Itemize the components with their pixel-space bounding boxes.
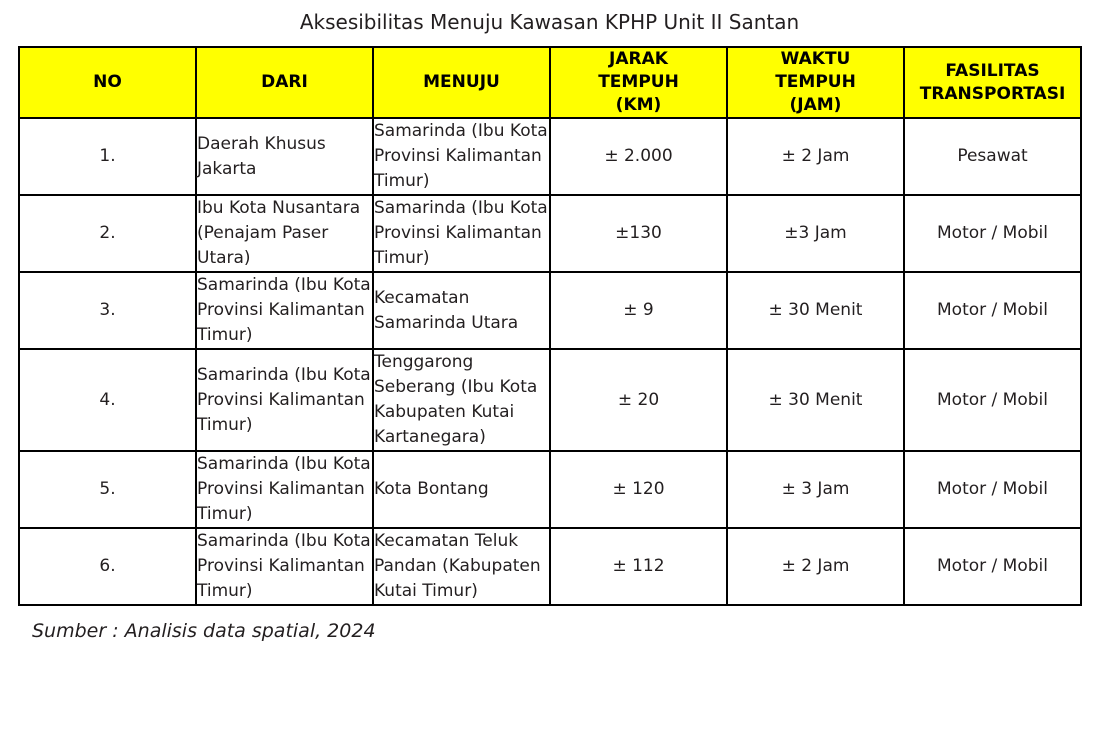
cell-jarak: ± 20 <box>550 349 727 451</box>
column-header-dari: DARI <box>196 47 373 118</box>
column-header-waktu-tempuh <box>727 47 904 118</box>
cell-no: 6. <box>19 528 196 605</box>
column-header-no: NO <box>19 47 196 118</box>
table-row <box>19 118 1081 195</box>
cell-dari: Daerah Khusus Jakarta <box>196 118 373 195</box>
table-body <box>19 118 1081 605</box>
column-header-waktu-line3: (JAM) <box>789 95 842 115</box>
table-row <box>19 349 1081 451</box>
cell-waktu: ± 3 Jam <box>727 451 904 528</box>
cell-fasilitas: Motor / Mobil <box>904 195 1081 272</box>
cell-jarak: ± 9 <box>550 272 727 349</box>
cell-dari: Samarinda (Ibu Kota Provinsi Kalimantan Timur) <box>196 451 373 528</box>
column-header-fasilitas-line2: TRANSPORTASI <box>919 83 1066 104</box>
cell-waktu: ± 2 Jam <box>727 118 904 195</box>
cell-waktu: ± 30 Menit <box>727 349 904 451</box>
cell-no: 4. <box>19 349 196 451</box>
cell-fasilitas: Motor / Mobil <box>904 349 1081 451</box>
table-row <box>19 451 1081 528</box>
cell-fasilitas: Pesawat <box>904 118 1081 195</box>
cell-menuju: Kecamatan Teluk Pandan (Kabupaten Kutai Timur) <box>373 528 550 605</box>
cell-jarak: ±130 <box>550 195 727 272</box>
cell-jarak: ± 2.000 <box>550 118 727 195</box>
cell-waktu: ± 2 Jam <box>727 528 904 605</box>
cell-dari: Samarinda (Ibu Kota Provinsi Kalimantan Timur) <box>196 272 373 349</box>
cell-dari: Samarinda (Ibu Kota Provinsi Kalimantan Timur) <box>196 528 373 605</box>
table-header-row <box>19 47 1081 118</box>
column-header-jarak-tempuh <box>550 47 727 118</box>
source-note: Sumber : Analisis data spatial, 2024 <box>32 620 376 642</box>
column-header-jarak-line2: TEMPUH <box>598 72 679 92</box>
column-header-fasilitas-transportasi <box>904 47 1081 118</box>
cell-menuju: Samarinda (Ibu Kota Provinsi Kalimantan Timur) <box>373 118 550 195</box>
cell-jarak: ± 120 <box>550 451 727 528</box>
cell-waktu: ±3 Jam <box>727 195 904 272</box>
accessibility-table <box>18 46 1082 606</box>
column-header-fasilitas-line1: FASILITAS <box>945 60 1040 81</box>
cell-no: 1. <box>19 118 196 195</box>
column-header-waktu-line1: WAKTU <box>780 49 851 69</box>
cell-waktu: ± 30 Menit <box>727 272 904 349</box>
cell-fasilitas: Motor / Mobil <box>904 451 1081 528</box>
cell-dari: Ibu Kota Nusantara (Penajam Paser Utara) <box>196 195 373 272</box>
table-row <box>19 272 1081 349</box>
cell-no: 3. <box>19 272 196 349</box>
cell-no: 2. <box>19 195 196 272</box>
cell-menuju: Samarinda (Ibu Kota Provinsi Kalimantan Timur) <box>373 195 550 272</box>
cell-fasilitas: Motor / Mobil <box>904 528 1081 605</box>
table-row <box>19 528 1081 605</box>
table-header <box>19 47 1081 118</box>
cell-dari: Samarinda (Ibu Kota Provinsi Kalimantan Timur) <box>196 349 373 451</box>
column-header-jarak-line3: (KM) <box>615 95 662 115</box>
cell-menuju: Kota Bontang <box>373 451 550 528</box>
cell-fasilitas: Motor / Mobil <box>904 272 1081 349</box>
cell-menuju: Kecamatan Samarinda Utara <box>373 272 550 349</box>
table-row <box>19 195 1081 272</box>
page-title: Aksesibilitas Menuju Kawasan KPHP Unit II Santan <box>299 10 800 34</box>
column-header-menuju: MENUJU <box>373 47 550 118</box>
cell-no: 5. <box>19 451 196 528</box>
column-header-waktu-line2: TEMPUH <box>775 72 856 92</box>
column-header-jarak-line1: JARAK <box>609 49 668 69</box>
cell-menuju: Tenggarong Seberang (Ibu Kota Kabupaten Kutai Kartanegara) <box>373 349 550 451</box>
cell-jarak: ± 112 <box>550 528 727 605</box>
